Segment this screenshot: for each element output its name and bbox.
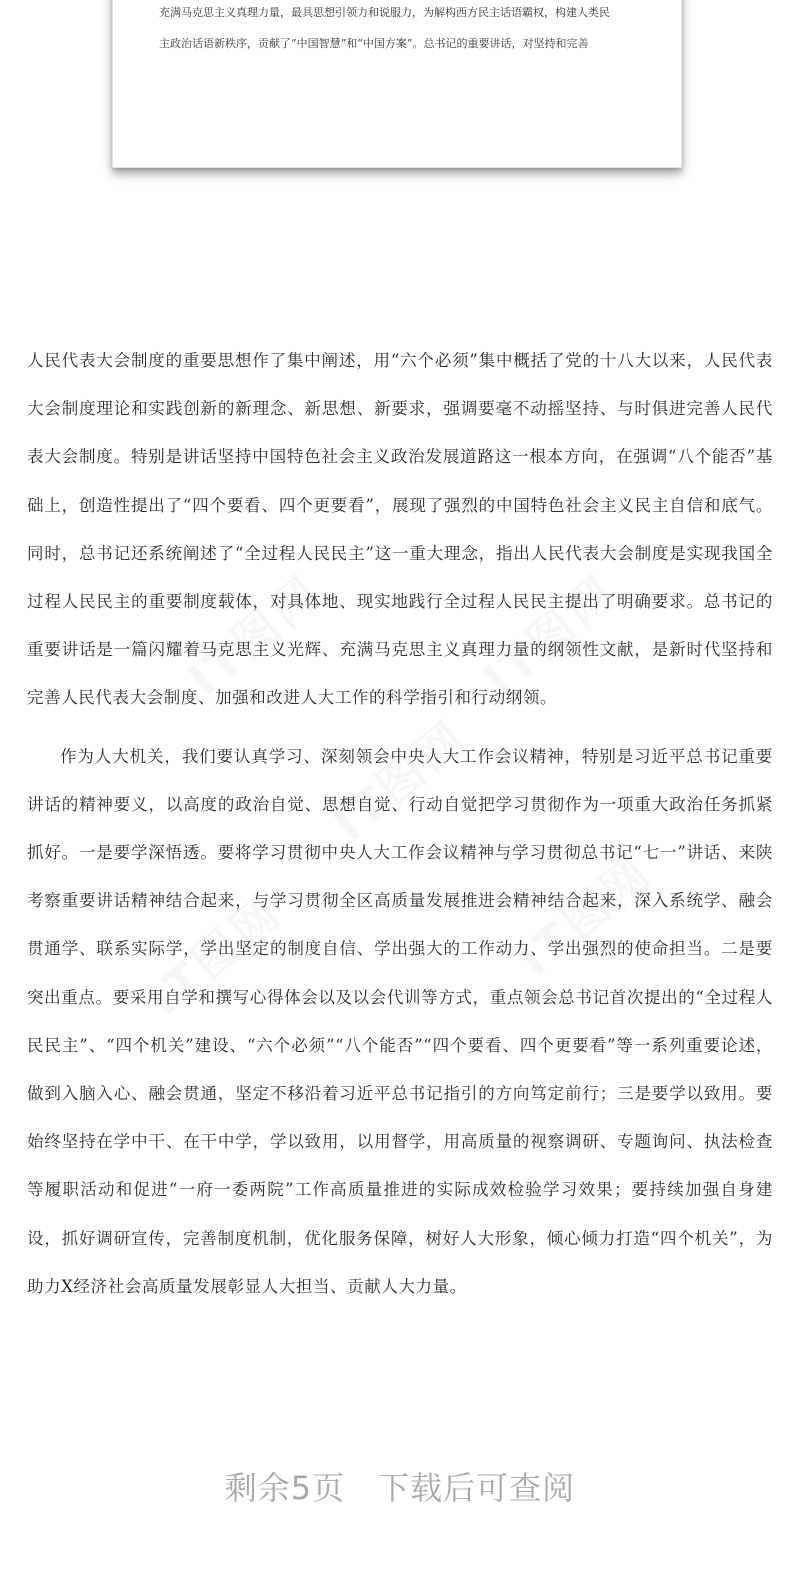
watermark-logo: IT图网 (177, 564, 333, 707)
watermark-logo: IT图网 (507, 844, 663, 987)
document-paragraph: 人民代表大会制度的重要思想作了集中阐述，用“六个必须”集中概括了党的十八大以来，人民代表大会制度理论和实践创新的新理念、新思想、新要求，强调要毫不动摇坚持、与时俱进完善人民代表大会制度。特别是讲话坚持中国特色社会主义政治发展道路这一根本方向，在强调“八个能否”基础上，创造性提出了“四个要看、四个更要看”，展现了强烈的中国特色社会主义民主自信和底气。同时，总书记还系统阐述了“全过程人民民主”这一重大理念，指出人民代表大会制度是实现我国全过程人民民主的重要制度载体，对具体地、现实地践行全过程人民民主提出了明确要求。总书记的重要讲话是一篇闪耀着马克思主义光辉、充满马克思主义真理力量的纲领性文献，是新时代坚持和完善人民代表大会制度、加强和改进人大工作的科学指引和行动纲领。 (27, 351, 773, 708)
preview-text-line: 主政治话语新秩序，贡献了“中国智慧”和“中国方案”。总书记的重要讲话，对坚持和完善 (159, 37, 589, 50)
watermark-logo: IT图网 (472, 564, 628, 707)
document-paragraph: 作为人大机关，我们要认真学习、深刻领会中央人大工作会议精神，特别是习近平总书记重要讲话的精神要义，以高度的政治自觉、思想自觉、行动自觉把学习贯彻作为一项重大政治任务抓紧抓好。一是要学深悟透。要将学习贯彻中央人大工作会议精神与学习贯彻总书记“七一”讲话、来陕考察重要讲话精神结合起来，与学习贯彻全区高质量发展推进会精神结合起来，深入系统学、融会贯通学、联系实际学，学出坚定的制度自信、学出强大的工作动力、学出强烈的使命担当。二是要突出重点。要采用自学和撰写心得体会以及以会代训等方式，重点领会总书记首次提出的“全过程人民民主”、“四个机关”建设、“六个必须”“八个能否”“四个要看、四个更要看”等一系列重要论述，做到入脑入心、融会贯通，坚定不移沿着习近平总书记指引的方向笃定前行；三是要学以致用。要始终坚持在学中干、在干中学，学以致用，以用督学，用高质量的视察调研、专题询问、执法检查等履职活动和促进“一府一委两院”工作高质量推进的实际成效检验学习效果；要持续加强自身建设，抓好调研宣传，完善制度机制，优化服务保障，树好人大形象，倾心倾力打造“四个机关”，为助力X经济社会高质量发展彰显人大担当、贡献人大力量。 (27, 746, 773, 1296)
preview-text-line: 充满马克思主义真理力量，最具思想引领力和说服力，为解构西方民主话语霸权，构建人类民 (159, 6, 610, 19)
download-to-view-label: 下载后可查阅 (377, 1469, 576, 1507)
watermark-logo: IT图网 (137, 884, 293, 1027)
download-prompt[interactable] (0, 1462, 800, 1514)
page-preview-card (112, 0, 682, 168)
watermark-logo: IT图网 (322, 709, 478, 852)
remaining-pages-label: 剩余5页 (224, 1469, 346, 1507)
document-body (27, 337, 773, 1311)
